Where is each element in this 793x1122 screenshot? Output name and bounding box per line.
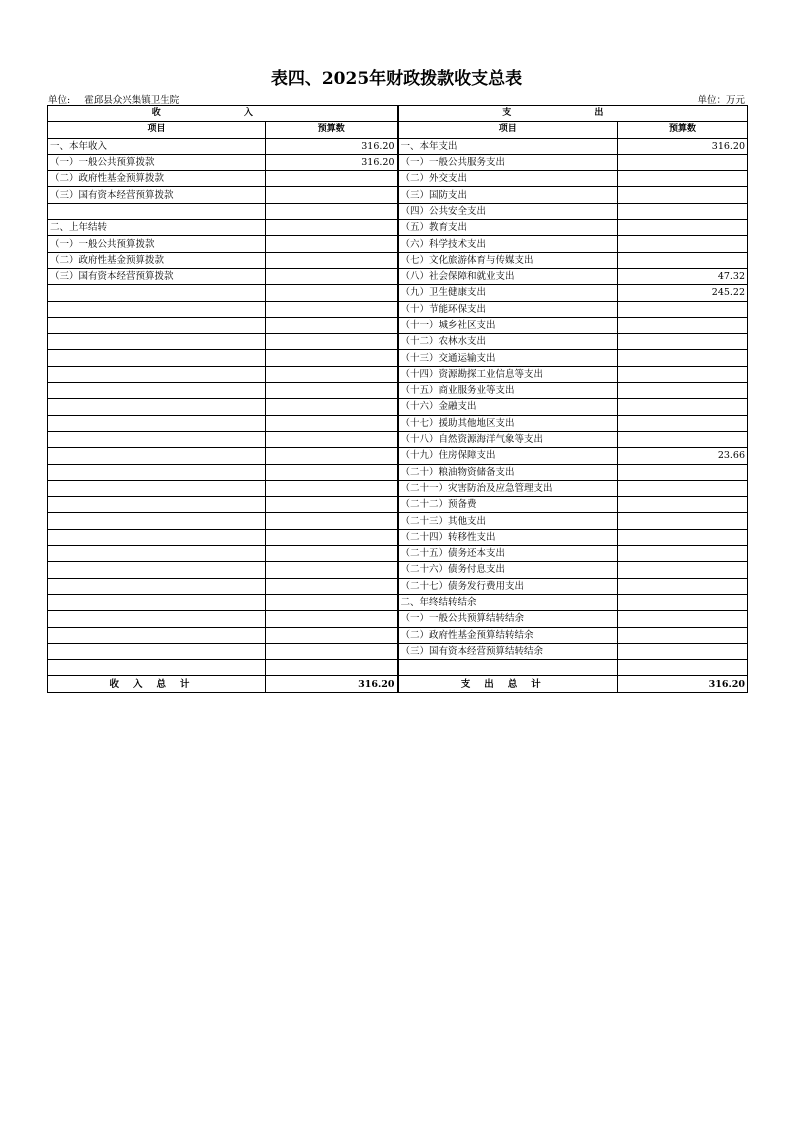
income-value-cell — [266, 268, 398, 284]
expense-item-cell: （十二）农林水支出 — [398, 334, 618, 350]
expense-item-cell: （二十四）转移性支出 — [398, 529, 618, 545]
income-value-cell — [266, 415, 398, 431]
income-item-cell: （三）国有资本经营预算拨款 — [48, 187, 266, 203]
expense-value-cell — [618, 187, 748, 203]
page-title: 表四、2025年财政拨款收支总表 — [270, 69, 523, 89]
table-row — [48, 268, 748, 284]
table-row — [48, 187, 748, 203]
income-value-cell — [266, 203, 398, 219]
income-item-cell — [48, 317, 266, 333]
expense-item-cell: （十六）金融支出 — [398, 399, 618, 415]
expense-value-cell — [618, 236, 748, 252]
table-body — [48, 138, 748, 676]
expense-value-cell — [618, 154, 748, 170]
expense-value-cell: 47.32 — [618, 268, 748, 284]
expense-value-cell — [618, 627, 748, 643]
table-row — [48, 285, 748, 301]
expense-item-cell: （八）社会保障和就业支出 — [398, 268, 618, 284]
expense-value-cell — [618, 562, 748, 578]
income-item-header: 项目 — [48, 122, 266, 138]
table-row — [48, 562, 748, 578]
table-row — [48, 399, 748, 415]
expense-item-cell: （十四）资源勘探工业信息等支出 — [398, 366, 618, 382]
table-row — [48, 350, 748, 366]
income-item-cell — [48, 578, 266, 594]
income-value-cell — [266, 660, 398, 676]
expense-value-cell — [618, 578, 748, 594]
expense-item-cell: （七）文化旅游体育与传媒支出 — [398, 252, 618, 268]
expense-value-cell — [618, 415, 748, 431]
income-item-cell — [48, 399, 266, 415]
income-item-cell — [48, 497, 266, 513]
table-row — [48, 383, 748, 399]
expense-item-cell: （五）教育支出 — [398, 220, 618, 236]
expense-item-cell: （四）公共安全支出 — [398, 203, 618, 219]
table-row — [48, 529, 748, 545]
expense-total-label: 支出总计 — [398, 676, 618, 692]
table-row — [48, 497, 748, 513]
expense-value-cell — [618, 252, 748, 268]
income-item-cell — [48, 562, 266, 578]
income-item-cell — [48, 350, 266, 366]
income-item-cell — [48, 627, 266, 643]
expense-item-cell: 一、本年支出 — [398, 138, 618, 154]
expense-item-cell: （十一）城乡社区支出 — [398, 317, 618, 333]
expense-value-cell — [618, 203, 748, 219]
expense-item-cell: （十五）商业服务业等支出 — [398, 383, 618, 399]
expense-item-cell: （十八）自然资源海洋气象等支出 — [398, 431, 618, 447]
income-item-cell — [48, 643, 266, 659]
income-item-cell — [48, 301, 266, 317]
expense-item-cell: （二十五）债务还本支出 — [398, 546, 618, 562]
table-row — [48, 480, 748, 496]
expense-item-cell: （九）卫生健康支出 — [398, 285, 618, 301]
income-item-cell: 一、本年收入 — [48, 138, 266, 154]
income-item-cell — [48, 203, 266, 219]
expense-budget-header: 预算数 — [618, 122, 748, 138]
expense-value-cell: 245.22 — [618, 285, 748, 301]
income-item-cell: （三）国有资本经营预算拨款 — [48, 268, 266, 284]
expense-value-cell — [618, 301, 748, 317]
table-row — [48, 513, 748, 529]
expense-item-cell: （十三）交通运输支出 — [398, 350, 618, 366]
expense-value-cell — [618, 383, 748, 399]
income-item-cell: （一）一般公共预算拨款 — [48, 154, 266, 170]
income-value-cell — [266, 301, 398, 317]
income-value-cell — [266, 285, 398, 301]
expense-value-cell — [618, 660, 748, 676]
table-row — [48, 366, 748, 382]
table-row — [48, 154, 748, 170]
expense-item-cell: （十）节能环保支出 — [398, 301, 618, 317]
table-row — [48, 252, 748, 268]
income-value-cell — [266, 431, 398, 447]
income-value-cell — [266, 448, 398, 464]
table-row — [48, 627, 748, 643]
table-row — [48, 660, 748, 676]
income-value-cell — [266, 399, 398, 415]
income-value-cell — [266, 366, 398, 382]
expense-total-value: 316.20 — [618, 676, 748, 692]
table-row — [48, 611, 748, 627]
table-row — [48, 431, 748, 447]
table-row — [48, 334, 748, 350]
expense-value-cell — [618, 480, 748, 496]
income-value-cell — [266, 497, 398, 513]
expense-item-cell: （一）一般公共预算结转结余 — [398, 611, 618, 627]
table-row — [48, 464, 748, 480]
income-value-cell: 316.20 — [266, 154, 398, 170]
expense-item-cell: （二十）粮油物资储备支出 — [398, 464, 618, 480]
income-item-cell — [48, 415, 266, 431]
income-value-cell — [266, 594, 398, 610]
income-value-cell — [266, 350, 398, 366]
income-value-cell — [266, 236, 398, 252]
unit-name: 霍邱县众兴集镇卫生院 — [84, 95, 180, 106]
income-value-cell — [266, 383, 398, 399]
expense-value-cell — [618, 497, 748, 513]
income-value-cell — [266, 611, 398, 627]
table-row — [48, 138, 748, 154]
expense-value-cell — [618, 464, 748, 480]
expense-item-header: 项目 — [398, 122, 618, 138]
expense-item-cell — [398, 660, 618, 676]
table-row — [48, 578, 748, 594]
expense-value-cell: 23.66 — [618, 448, 748, 464]
income-value-cell — [266, 334, 398, 350]
income-item-cell — [48, 366, 266, 382]
expense-value-cell — [618, 431, 748, 447]
income-value-cell — [266, 546, 398, 562]
income-item-cell — [48, 594, 266, 610]
income-value-cell — [266, 529, 398, 545]
expense-value-cell — [618, 399, 748, 415]
income-value-cell — [266, 187, 398, 203]
income-total-label: 收入总计 — [48, 676, 266, 692]
income-value-cell — [266, 627, 398, 643]
income-item-cell — [48, 611, 266, 627]
expense-item-cell: （十七）援助其他地区支出 — [398, 415, 618, 431]
income-value-cell — [266, 562, 398, 578]
income-budget-header: 预算数 — [266, 122, 398, 138]
income-item-cell — [48, 513, 266, 529]
income-value-cell — [266, 464, 398, 480]
table-row — [48, 220, 748, 236]
expense-item-cell: （二）政府性基金预算结转结余 — [398, 627, 618, 643]
table-row — [48, 317, 748, 333]
expense-item-cell: （二十七）债务发行费用支出 — [398, 578, 618, 594]
expense-item-cell: （十九）住房保障支出 — [398, 448, 618, 464]
income-value-cell — [266, 171, 398, 187]
expense-item-cell: 二、年终结转结余 — [398, 594, 618, 610]
income-item-cell — [48, 660, 266, 676]
expense-value-cell — [618, 366, 748, 382]
income-item-cell: （二）政府性基金预算拨款 — [48, 171, 266, 187]
income-item-cell: （二）政府性基金预算拨款 — [48, 252, 266, 268]
expense-item-cell: （二十六）债务付息支出 — [398, 562, 618, 578]
expense-item-cell: （六）科学技术支出 — [398, 236, 618, 252]
income-item-cell — [48, 529, 266, 545]
income-item-cell — [48, 334, 266, 350]
income-value-cell: 316.20 — [266, 138, 398, 154]
expense-value-cell — [618, 220, 748, 236]
expense-item-cell: （三）国防支出 — [398, 187, 618, 203]
table-row — [48, 643, 748, 659]
expense-item-cell: （二）外交支出 — [398, 171, 618, 187]
expense-item-cell: （二十三）其他支出 — [398, 513, 618, 529]
expense-item-cell: （二十一）灾害防治及应急管理支出 — [398, 480, 618, 496]
income-value-cell — [266, 578, 398, 594]
expense-section-header: 支 出 — [398, 106, 748, 122]
expense-value-cell: 316.20 — [618, 138, 748, 154]
expense-item-cell: （一）一般公共服务支出 — [398, 154, 618, 170]
income-item-cell — [48, 448, 266, 464]
table-row — [48, 448, 748, 464]
total-row — [48, 676, 748, 692]
table-row — [48, 594, 748, 610]
income-item-cell — [48, 431, 266, 447]
income-value-cell — [266, 220, 398, 236]
income-item-cell — [48, 480, 266, 496]
expense-value-cell — [618, 350, 748, 366]
table-row — [48, 236, 748, 252]
unit-label: 单位: — [48, 95, 71, 106]
expense-value-cell — [618, 643, 748, 659]
income-item-cell — [48, 546, 266, 562]
table-row — [48, 301, 748, 317]
expense-value-cell — [618, 334, 748, 350]
income-item-cell: （一）一般公共预算拨款 — [48, 236, 266, 252]
income-item-cell — [48, 464, 266, 480]
income-item-cell — [48, 383, 266, 399]
budget-summary-table — [47, 105, 748, 693]
expense-value-cell — [618, 317, 748, 333]
table-row — [48, 171, 748, 187]
expense-value-cell — [618, 513, 748, 529]
income-total-value: 316.20 — [266, 676, 398, 692]
currency-unit: 单位：万元 — [697, 95, 745, 106]
expense-value-cell — [618, 546, 748, 562]
income-value-cell — [266, 480, 398, 496]
expense-value-cell — [618, 529, 748, 545]
expense-item-cell: （三）国有资本经营预算结转结余 — [398, 643, 618, 659]
expense-value-cell — [618, 611, 748, 627]
income-value-cell — [266, 513, 398, 529]
table-row — [48, 415, 748, 431]
income-item-cell — [48, 285, 266, 301]
expense-value-cell — [618, 594, 748, 610]
expense-item-cell: （二十二）预备费 — [398, 497, 618, 513]
table-row — [48, 203, 748, 219]
income-value-cell — [266, 252, 398, 268]
table-row — [48, 546, 748, 562]
unit-info — [48, 92, 179, 106]
column-header-row — [48, 122, 748, 138]
income-value-cell — [266, 317, 398, 333]
income-value-cell — [266, 643, 398, 659]
section-header-row — [48, 106, 748, 122]
expense-value-cell — [618, 171, 748, 187]
income-item-cell: 二、上年结转 — [48, 220, 266, 236]
income-section-header: 收 入 — [48, 106, 398, 122]
